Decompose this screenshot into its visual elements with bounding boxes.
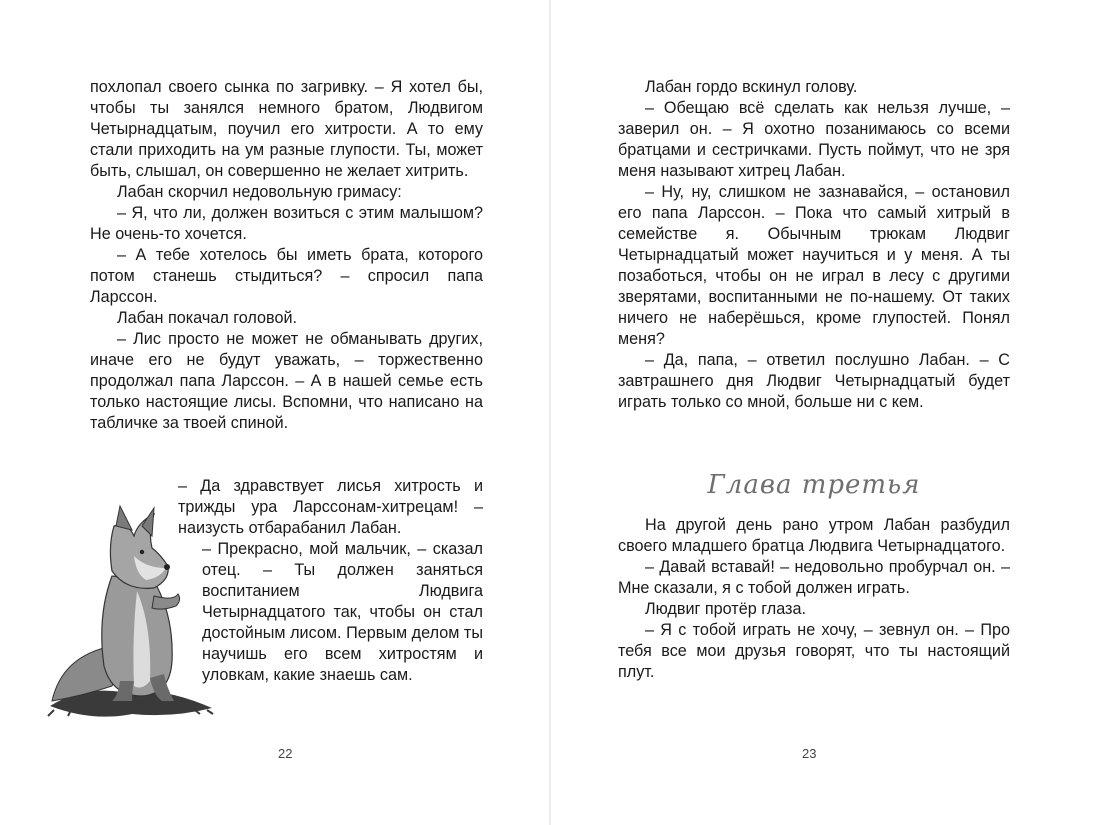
paragraph: – А тебе хотелось бы иметь брата, которого потом станешь стыдиться? – спросил папа Ларссон.	[90, 246, 483, 306]
paragraph: – Прекрасно, мой мальчик, – сказал отец. – Ты должен заняться воспитанием Людвига Четырнадцатого так, чтобы он стал достойным лисом. Первым делом ты научишь его всем хитростям и уловкам, какие знаешь сам.	[202, 540, 483, 684]
page-number: 22	[278, 746, 293, 761]
paragraph: – Обещаю всё сделать как нельзя лучше, – заверил он. – Я охотно позанимаюсь со всеми братцами и сестричками. Пусть поймут, что не зря меня называют хитрец Лабан.	[618, 99, 1010, 180]
paragraph: – Я с тобой играть не хочу, – зевнул он. – Про тебя все мои друзья говорят, что ты настоящий плут.	[618, 621, 1010, 681]
left-page-text-wrapped	[90, 476, 483, 686]
right-page-text-bottom	[618, 515, 1010, 683]
paragraph: – Давай вставай! – недовольно пробурчал он. – Мне сказали, я с тобой должен играть.	[618, 558, 1010, 597]
paragraph: – Ну, ну, слишком не зазнавайся, – остановил его папа Ларссон. – Пока что самый хитрый в семействе я. Обычным трюкам Людвиг Четырнадцатый может научиться и у меня. А ты позаботься, чтобы он не играл в лесу с другими зверятами, воспитанными не по-нашему. От таких ничего не наберёшься, кроме глупостей. Понял меня?	[618, 183, 1010, 348]
paragraph: Лабан скорчил недовольную гримасу:	[117, 183, 402, 201]
right-page-text-top	[618, 77, 1010, 413]
paragraph: – Я, что ли, должен возиться с этим малышом? Не очень-то хочется.	[90, 204, 483, 243]
paragraph: – Да здравствует лисья хитрость и трижды ура Ларссонам-хитрецам! – наизусть отбарабанил Лабан.	[178, 477, 483, 537]
paragraph: Людвиг протёр глаза.	[645, 600, 806, 618]
chapter-heading: Глава третья	[707, 470, 921, 500]
paragraph: похлопал своего сынка по загривку. – Я хотел бы, чтобы ты занялся немного братом, Людвигом Четырнадцатым, поучил его хитрости. А то ему стали приходить на ум разные глупости. Ты, может быть, слышал, он совершенно не желает хитрить.	[90, 78, 483, 180]
page-number: 23	[802, 746, 817, 761]
right-page	[550, 0, 1100, 825]
paragraph: Лабан гордо вскинул голову.	[645, 78, 858, 96]
paragraph: На другой день рано утром Лабан разбудил своего младшего братца Людвига Четырнадцатого.	[618, 516, 1010, 555]
paragraph: – Лис просто не может не обманывать других, иначе его не будут уважать, – торжественно продолжал папа Ларссон. – А в нашей семье есть только настоящие лисы. Вспомни, что написано на табличке за твоей спиной.	[90, 330, 483, 432]
paragraph: – Да, папа, – ответил послушно Лабан. – С завтрашнего дня Людвиг Четырнадцатый будет играть только со мной, больше ни с кем.	[618, 351, 1010, 411]
left-page-text-top	[90, 77, 483, 434]
paragraph: Лабан покачал головой.	[117, 309, 297, 327]
